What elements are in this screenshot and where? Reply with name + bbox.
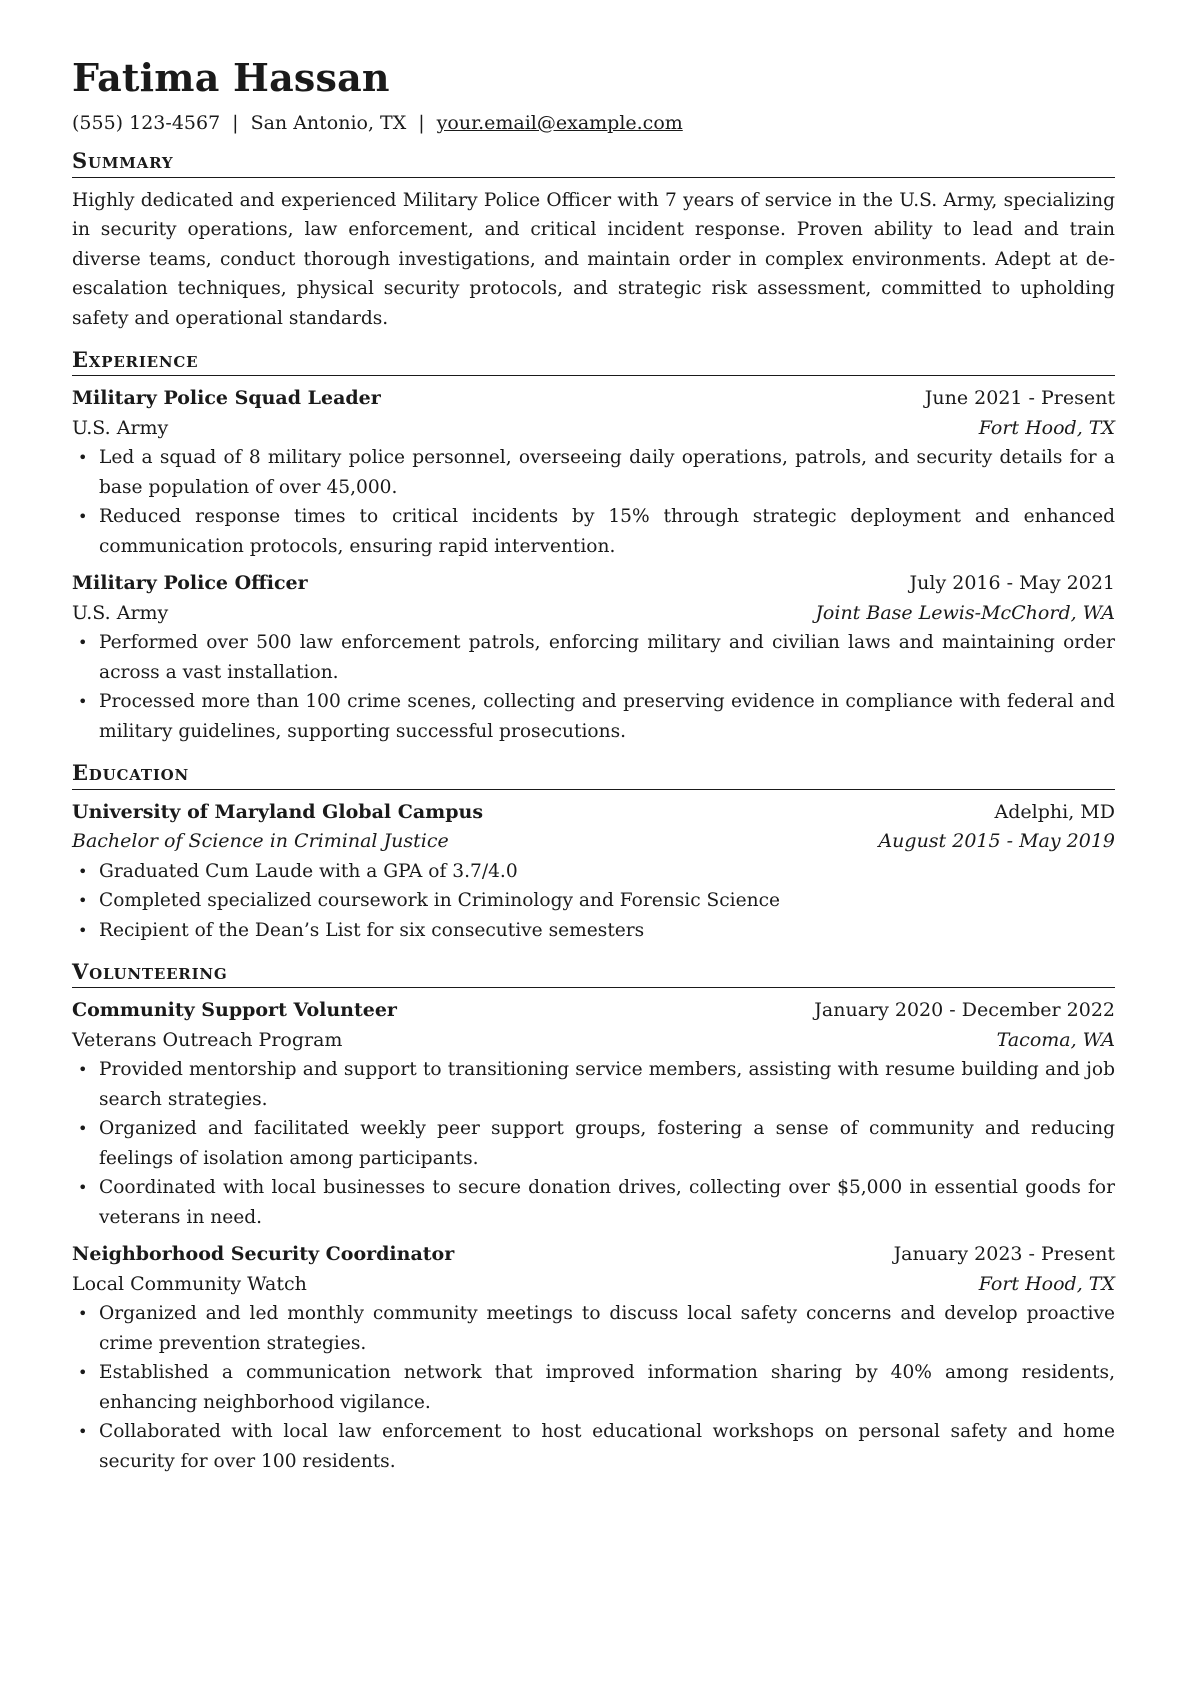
job-dates: June 2021 - Present: [924, 387, 1115, 410]
job-location: Joint Base Lewis-McChord, WA: [815, 601, 1115, 624]
volunteer-org: Veterans Outreach Program: [72, 1028, 343, 1051]
bullet-item: • Coordinated with local businesses to secure donation drives, collecting over $5,000 in essential goods for veterans in need.: [72, 1173, 1115, 1232]
candidate-name: Fatima Hassan: [72, 55, 390, 100]
volunteering-heading: Volunteering: [72, 959, 1115, 988]
summary-heading: Summary: [72, 148, 1115, 177]
volunteer-bullets: [72, 1299, 1115, 1476]
volunteer-bullets: [72, 1055, 1115, 1232]
education-bullets: [72, 857, 1115, 946]
volunteer-role: Community Support Volunteer: [72, 999, 397, 1022]
school-name: University of Maryland Global Campus: [72, 800, 484, 823]
bullet-item: • Organized and facilitated weekly peer support groups, fostering a sense of community and reducing feelings of isolation among participants.: [72, 1114, 1115, 1173]
bullet-item: • Processed more than 100 crime scenes, collecting and preserving evidence in compliance with federal and military guidelines, supporting successful prosecutions.: [72, 687, 1115, 746]
experience-entry: [72, 569, 1115, 746]
education-entry: [72, 798, 1115, 946]
bullet-item: • Provided mentorship and support to transitioning service members, assisting with resume building and job search strategies.: [72, 1055, 1115, 1114]
bullet-item: • Completed specialized coursework in Criminology and Forensic Science: [72, 886, 1115, 916]
volunteering-section: [72, 959, 1115, 1476]
volunteer-role: Neighborhood Security Coordinator: [72, 1243, 455, 1266]
school-location: Adelphi, MD: [994, 800, 1115, 823]
job-dates: July 2016 - May 2021: [909, 572, 1115, 595]
bullet-item: • Established a communication network that improved information sharing by 40% among residents, enhancing neighborhood vigilance.: [72, 1358, 1115, 1417]
summary-text: Highly dedicated and experienced Military Police Officer with 7 years of service in the U.S. Army, specializing in security operations, law enforcement, and critical incident response. Proven ability to lead and train diverse teams, conduct thorough investigations, and maintain order in complex environments. Adept at de-escalation techniques, physical security protocols, and strategic risk assessment, committed to upholding safety and operational standards.: [72, 189, 1115, 329]
volunteer-entry: [72, 996, 1115, 1232]
volunteer-org: Local Community Watch: [72, 1272, 307, 1295]
volunteer-entry: [72, 1240, 1115, 1476]
education-heading: Education: [72, 760, 1115, 789]
education-dates: August 2015 - May 2019: [878, 830, 1115, 853]
job-bullets: [72, 628, 1115, 746]
volunteer-dates: January 2020 - December 2022: [814, 999, 1115, 1022]
education-section: [72, 760, 1115, 945]
experience-heading: Experience: [72, 347, 1115, 376]
job-title: Military Police Officer: [72, 572, 308, 595]
summary-section: [72, 148, 1115, 333]
experience-entry: [72, 384, 1115, 561]
bullet-item: • Recipient of the Dean’s List for six consecutive semesters: [72, 916, 1115, 946]
location: San Antonio, TX: [250, 111, 407, 134]
bullet-item: • Performed over 500 law enforcement patrols, enforcing military and civilian laws and maintaining order across a vast installation.: [72, 628, 1115, 687]
contact-line: [72, 112, 1115, 135]
job-title: Military Police Squad Leader: [72, 387, 381, 410]
job-bullets: [72, 443, 1115, 561]
email-link[interactable]: your.email@example.com: [436, 111, 683, 134]
job-location: Fort Hood, TX: [978, 416, 1115, 439]
degree: Bachelor of Science in Criminal Justice: [72, 830, 449, 853]
bullet-item: • Reduced response times to critical incidents by 15% through strategic deployment and enhanced communication protocols, ensuring rapid intervention.: [72, 502, 1115, 561]
bullet-item: • Collaborated with local law enforcement to host educational workshops on personal safety and home security for over 100 residents.: [72, 1417, 1115, 1476]
volunteer-dates: January 2023 - Present: [893, 1243, 1115, 1266]
bullet-item: • Organized and led monthly community meetings to discuss local safety concerns and develop proactive crime prevention strategies.: [72, 1299, 1115, 1358]
volunteer-location: Tacoma, WA: [996, 1028, 1115, 1051]
phone-number: (555) 123-4567: [72, 111, 221, 134]
volunteer-location: Fort Hood, TX: [978, 1272, 1115, 1295]
contact-separator: |: [418, 111, 425, 134]
employer: U.S. Army: [72, 601, 169, 624]
experience-section: [72, 347, 1115, 746]
employer: U.S. Army: [72, 416, 169, 439]
bullet-item: • Led a squad of 8 military police personnel, overseeing daily operations, patrols, and security details for a base population of over 45,000.: [72, 443, 1115, 502]
bullet-item: • Graduated Cum Laude with a GPA of 3.7/4.0: [72, 857, 1115, 887]
contact-separator: |: [232, 111, 239, 134]
